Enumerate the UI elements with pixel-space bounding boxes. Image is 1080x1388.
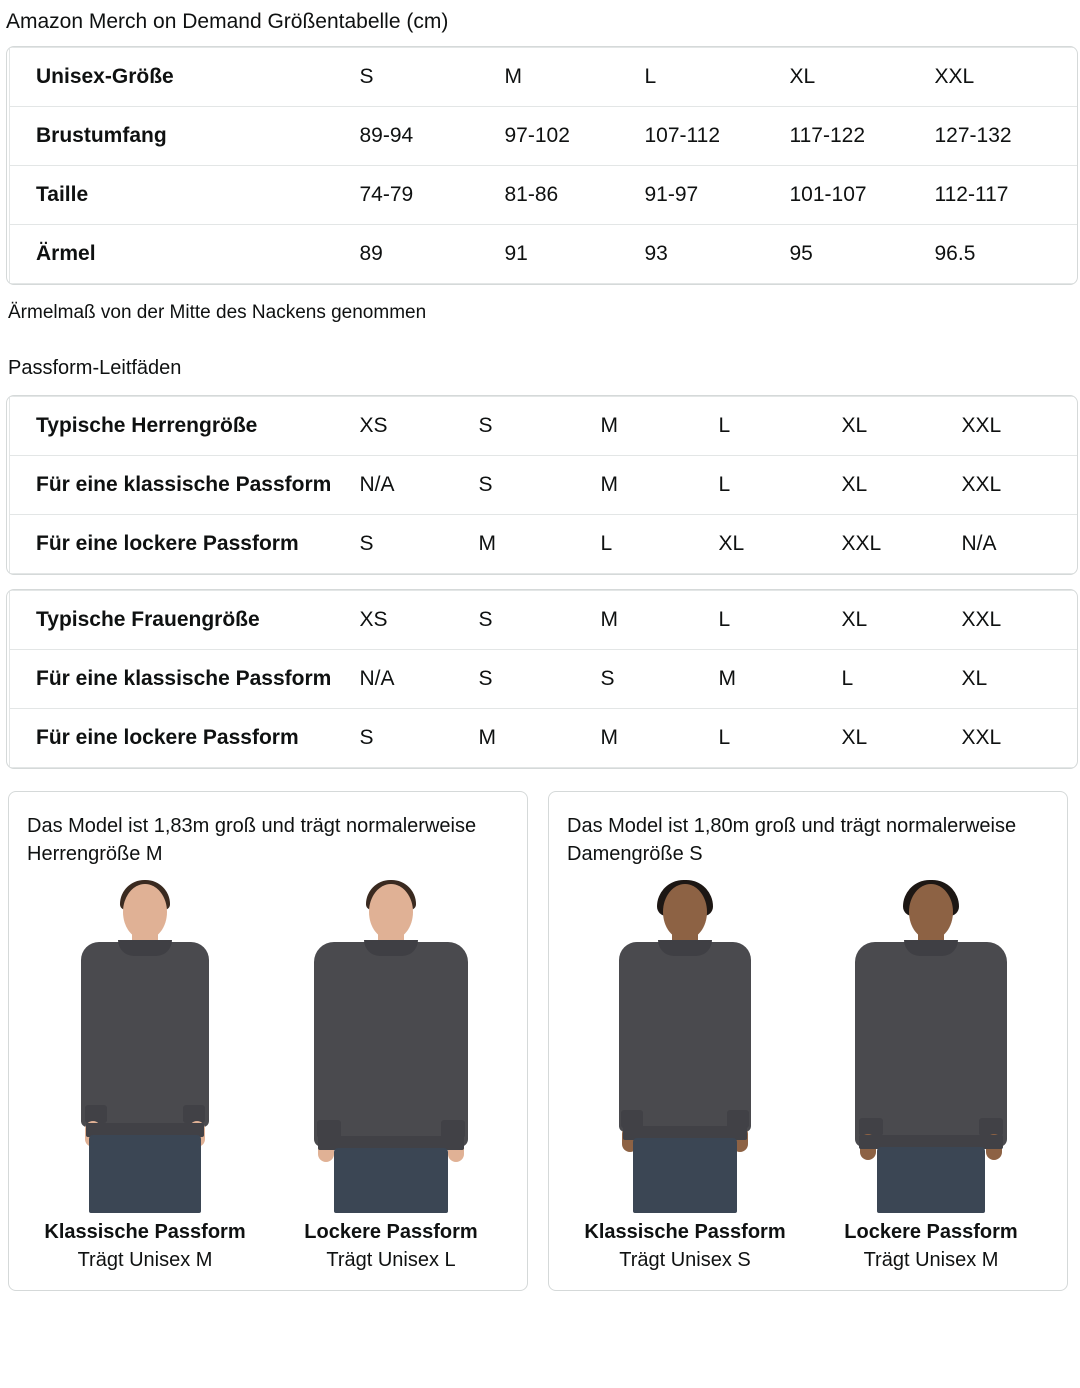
cell: M bbox=[719, 650, 842, 709]
cell: XXL bbox=[962, 397, 1079, 456]
cell: L bbox=[600, 532, 613, 555]
cell: XXL bbox=[961, 726, 1002, 749]
cell: 101-107 bbox=[790, 166, 935, 225]
cell: XL bbox=[842, 397, 962, 456]
cell: XXL bbox=[962, 456, 1079, 515]
cell: L bbox=[719, 397, 842, 456]
size-table bbox=[9, 47, 1078, 284]
cell: 91 bbox=[504, 242, 528, 265]
cell: S bbox=[479, 456, 601, 515]
cell: S bbox=[479, 397, 601, 456]
cell: 97-102 bbox=[505, 107, 645, 166]
male-loose-fit-photo bbox=[275, 880, 507, 1210]
cell: 89-94 bbox=[360, 107, 505, 166]
model-classic-fit-female bbox=[567, 878, 803, 1274]
row-label: Brustumfang bbox=[10, 107, 360, 166]
cell: 89 bbox=[359, 242, 383, 265]
row-label: Für eine lockere Passform bbox=[36, 726, 299, 749]
mens-fit-table-container bbox=[6, 395, 1078, 575]
cell: XL bbox=[962, 650, 1079, 709]
male-classic-fit-photo bbox=[29, 880, 261, 1210]
cell: 95 bbox=[789, 242, 813, 265]
cell: XL bbox=[841, 726, 868, 749]
row-label: Für eine klassische Passform bbox=[10, 650, 360, 709]
cell: XXL bbox=[962, 591, 1079, 650]
cell: XL bbox=[842, 456, 962, 515]
row-label: Taille bbox=[10, 166, 360, 225]
cell: N/A bbox=[360, 456, 479, 515]
cell: S bbox=[359, 726, 374, 749]
table-row bbox=[10, 48, 1079, 107]
fit-label: Lockere Passform bbox=[304, 1221, 478, 1243]
fit-label: Klassische Passform bbox=[44, 1221, 246, 1243]
cell: 117-122 bbox=[790, 107, 935, 166]
row-label: Für eine lockere Passform bbox=[36, 532, 299, 555]
cell: S bbox=[360, 48, 505, 107]
cell: M bbox=[600, 726, 618, 749]
row-label: Ärmel bbox=[36, 242, 96, 265]
cell: 93 bbox=[644, 242, 668, 265]
model-loose-fit-female bbox=[813, 878, 1049, 1274]
cell: N/A bbox=[360, 650, 479, 709]
size-table-container bbox=[6, 46, 1078, 285]
cell: XL bbox=[718, 532, 745, 555]
mens-model-card bbox=[8, 791, 528, 1291]
measurement-note: Ärmelmaß von der Mitte des Nackens genommen bbox=[8, 302, 427, 323]
cell: XL bbox=[842, 591, 962, 650]
table-row bbox=[10, 107, 1079, 166]
fit-label: Klassische Passform bbox=[584, 1221, 786, 1243]
wears-label: Trägt Unisex M bbox=[77, 1249, 213, 1271]
row-label: Typische Herrengröße bbox=[10, 397, 360, 456]
mens-fit-table bbox=[9, 396, 1078, 574]
cell: XS bbox=[360, 591, 479, 650]
model-cards bbox=[8, 791, 1080, 1291]
model-pair bbox=[27, 878, 509, 1274]
fit-guides-title: Passform-Leitfäden bbox=[8, 357, 182, 379]
cell: L bbox=[718, 726, 731, 749]
model-loose-fit-male bbox=[273, 878, 509, 1274]
row-label: Für eine klassische Passform bbox=[10, 456, 360, 515]
cell: XL bbox=[790, 48, 935, 107]
cell: M bbox=[478, 726, 496, 749]
wears-label: Trägt Unisex S bbox=[619, 1249, 751, 1271]
cell: L bbox=[719, 456, 842, 515]
table-row bbox=[10, 591, 1079, 650]
cell: S bbox=[479, 650, 601, 709]
cell: XS bbox=[360, 397, 479, 456]
card-title: Das Model ist 1,83m groß und trägt normalerweise Herrengröße M bbox=[27, 815, 477, 865]
row-label: Unisex-Größe bbox=[10, 48, 360, 107]
table-row bbox=[10, 166, 1079, 225]
cell: XXL bbox=[841, 532, 882, 555]
cell: XXL bbox=[935, 48, 1079, 107]
table-row bbox=[10, 515, 1079, 574]
cell: M bbox=[478, 532, 496, 555]
cell: M bbox=[505, 48, 645, 107]
female-classic-fit-photo bbox=[569, 880, 801, 1210]
cell: S bbox=[359, 532, 374, 555]
cell: L bbox=[645, 48, 790, 107]
cell: N/A bbox=[961, 532, 997, 555]
fit-label: Lockere Passform bbox=[844, 1221, 1018, 1243]
cell: L bbox=[842, 650, 962, 709]
womens-fit-table bbox=[9, 590, 1078, 768]
page-title: Amazon Merch on Demand Größentabelle (cm) bbox=[6, 10, 449, 33]
cell: 127-132 bbox=[935, 107, 1079, 166]
cell: M bbox=[601, 456, 719, 515]
cell: S bbox=[601, 650, 719, 709]
table-row bbox=[10, 225, 1079, 284]
cell: S bbox=[479, 591, 601, 650]
cell: M bbox=[601, 397, 719, 456]
table-row bbox=[10, 397, 1079, 456]
cell: 91-97 bbox=[645, 166, 790, 225]
wears-label: Trägt Unisex M bbox=[863, 1249, 999, 1271]
cell: 96.5 bbox=[934, 242, 976, 265]
card-title: Das Model ist 1,80m groß und trägt normalerweise Damengröße S bbox=[567, 815, 1017, 865]
cell: 112-117 bbox=[935, 166, 1079, 225]
womens-fit-table-container bbox=[6, 589, 1078, 769]
cell: 107-112 bbox=[645, 107, 790, 166]
model-pair bbox=[567, 878, 1049, 1274]
cell: 81-86 bbox=[505, 166, 645, 225]
womens-model-card bbox=[548, 791, 1068, 1291]
table-row bbox=[10, 709, 1079, 768]
cell: L bbox=[719, 591, 842, 650]
model-classic-fit-male bbox=[27, 878, 263, 1274]
wears-label: Trägt Unisex L bbox=[326, 1249, 456, 1271]
cell: M bbox=[601, 591, 719, 650]
row-label: Typische Frauengröße bbox=[10, 591, 360, 650]
cell: 74-79 bbox=[360, 166, 505, 225]
female-loose-fit-photo bbox=[815, 880, 1047, 1210]
table-row bbox=[10, 650, 1079, 709]
table-row bbox=[10, 456, 1079, 515]
